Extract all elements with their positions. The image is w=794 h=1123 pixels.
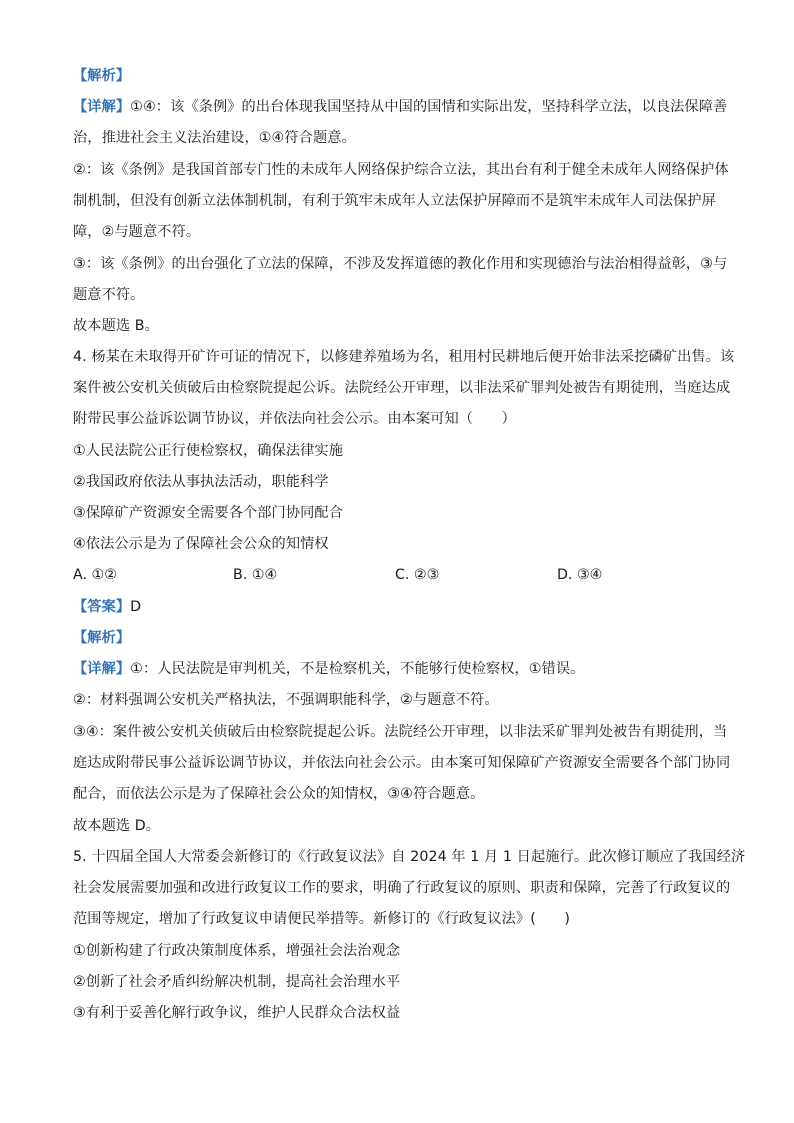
question-stem-line: 社会发展需要加强和改进行政复议工作的要求，明确了行政复议的原则、职责和保障，完善了行政复议的	[73, 880, 731, 896]
question-stem-line: 范围等规定，增加了行政复议申请便民举措等。新修订的《行政复议法》( )	[73, 911, 571, 927]
option-a: A. ①②	[73, 567, 117, 583]
paragraph-line: 障，②与题意不符。	[73, 224, 201, 240]
statement-item: ③有利于妥善化解行政争议，维护人民群众合法权益	[73, 1005, 401, 1021]
paragraph-line: ③：该《条例》的出台强化了立法的保障，不涉及发挥道德的教化作用和实现德治与法治相得益彰，③与	[73, 256, 728, 272]
paragraph-line: 治，推进社会主义法治建设，①④符合题意。	[73, 130, 356, 146]
option-c: C. ②③	[395, 567, 440, 583]
paragraph-line: ③④：案件被公安机关侦破后由检察院提起公诉。法院经公开审理，以非法采矿罪判处被告有期徒刑，当	[73, 724, 728, 740]
option-b: B. ①④	[233, 567, 278, 583]
paragraph-line: ②：材料强调公安机关严格执法，不强调职能科学，②与题意不符。	[73, 692, 499, 708]
detail-heading: 【详解】	[73, 99, 131, 115]
analysis-heading: 【解析】	[73, 68, 131, 84]
paragraph-text: ①④：该《条例》的出台体现我国坚持从中国的国情和实际出发，坚持科学立法，以良法保障善	[130, 99, 728, 115]
paragraph-line: 题意不符。	[73, 287, 145, 303]
statement-item: ①创新构建了行政决策制度体系，增强社会法治观念	[73, 943, 401, 959]
detail-line	[73, 659, 584, 679]
answer-value: D	[130, 599, 142, 615]
answer-heading: 【答案】	[73, 599, 131, 615]
conclusion-line: 故本题选 D。	[73, 818, 161, 834]
statement-item: ①人民法院公正行使检察权，确保法律实施	[73, 443, 343, 459]
question-stem-line: 案件被公安机关侦破后由检察院提起公诉。法院经公开审理，以非法采矿罪判处被告有期徒刑，当庭达成	[73, 380, 731, 396]
statement-item: ②创新了社会矛盾纠纷解决机制，提高社会治理水平	[73, 974, 401, 990]
detail-heading: 【详解】	[73, 661, 131, 677]
paragraph-text: ①：人民法院是审判机关，不是检察机关，不能够行使检察权，①错误。	[130, 661, 585, 677]
question-stem-line: 4. 杨某在未取得开矿许可证的情况下，以修建养殖场为名，租用村民耕地后便开始非法采挖磷矿出售。该	[73, 349, 735, 365]
statement-item: ②我国政府依法从事执法活动，职能科学	[73, 474, 329, 490]
option-d: D. ③④	[557, 567, 603, 583]
paragraph-line: ②：该《条例》是我国首部专门性的未成年人网络保护综合立法，其出台有利于健全未成年人网络保护体	[73, 162, 729, 178]
answer-line	[73, 597, 141, 617]
question-stem-line: 5. 十四届全国人大常委会新修订的《行政复议法》自 2024 年 1 月 1 日起施行。此次修订顺应了我国经济	[73, 849, 746, 865]
question-stem-line: 附带民事公益诉讼调节协议，并依法向社会公示。由本案可知（ ）	[73, 411, 516, 427]
statement-item: ③保障矿产资源安全需要各个部门协同配合	[73, 505, 343, 521]
paragraph-line: 庭达成附带民事公益诉讼调节协议，并依法向社会公示。由本案可知保障矿产资源安全需要各个部门协同	[73, 755, 731, 771]
analysis-heading: 【解析】	[73, 630, 131, 646]
paragraph-line: 配合，而依法公示是为了保障社会公众的知情权，③④符合题意。	[73, 786, 485, 802]
detail-line	[73, 97, 727, 117]
paragraph-line: 制机制，但没有创新立法体制机制，有利于筑牢未成年人立法保护屏障而不是筑牢未成年人司法保护屏	[73, 193, 716, 209]
conclusion-line: 故本题选 B。	[73, 318, 159, 334]
statement-item: ④依法公示是为了保障社会公众的知情权	[73, 536, 329, 552]
